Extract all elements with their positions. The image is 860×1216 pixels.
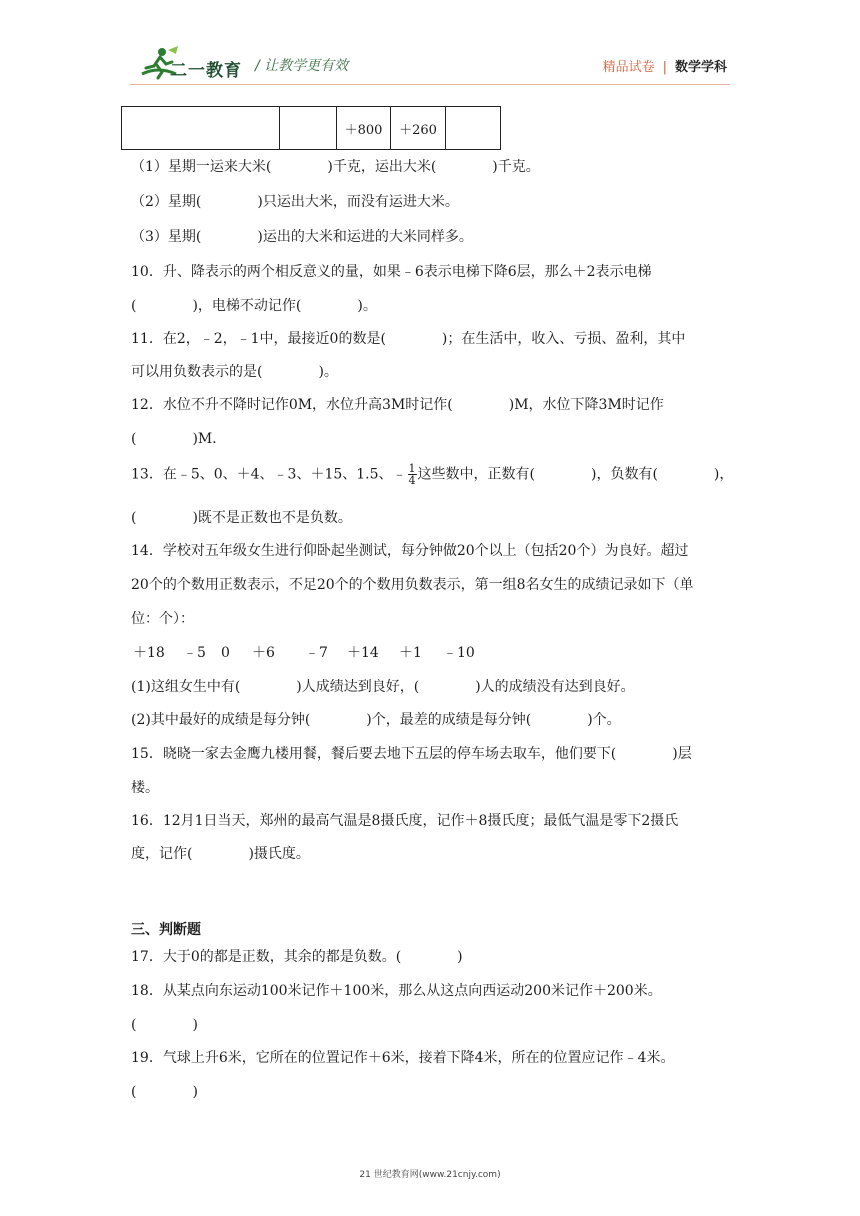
table-row bbox=[122, 107, 501, 150]
table-cell: ＋260 bbox=[391, 107, 446, 150]
q17: 17．大于0的都是正数，其余的都是负数。( ) bbox=[131, 949, 463, 965]
q16-line2: 度，记作( )摄氏度。 bbox=[131, 846, 310, 862]
score-item: ﹣10 bbox=[443, 645, 475, 661]
q9-part2: （2）星期( )只运出大米，而没有运进大米。 bbox=[131, 194, 459, 210]
table-cell bbox=[122, 107, 280, 150]
q12-line1: 12．水位不升不降时记作0M，水位升高3M时记作( )M，水位下降3M时记作 bbox=[131, 397, 664, 413]
header-right bbox=[603, 56, 727, 75]
header-rule bbox=[130, 84, 730, 85]
score-item: ＋14 bbox=[347, 645, 379, 661]
section-title-judgement: 三、判断题 bbox=[131, 922, 201, 938]
q14-line1: 14．学校对五年级女生进行仰卧起坐测试，每分钟做20个以上（包括20个）为良好。超过 bbox=[131, 543, 689, 559]
q10-line2: ( )，电梯不动记作( )。 bbox=[131, 298, 377, 314]
q14-line2: 20个的个数用正数表示，不足20个的个数用负数表示，第一组8名女生的成绩记录如下（单 bbox=[131, 577, 694, 593]
header-separator: | bbox=[662, 60, 667, 75]
q13-text-a: 13．在﹣5、0、＋4、﹣3、＋15、1.5、﹣ bbox=[131, 466, 407, 483]
q9-part1: （1）星期一运来大米( )千克，运出大米( )千克。 bbox=[131, 159, 540, 175]
q10-line1: 10．升、降表示的两个相反意义的量，如果﹣6表示电梯下降6层，那么＋2表示电梯 bbox=[131, 264, 652, 280]
q14-sub2: (2)其中最好的成绩是每分钟( )个，最差的成绩是每分钟( )个。 bbox=[131, 712, 621, 728]
score-item: ＋6 bbox=[252, 645, 275, 661]
page-header bbox=[0, 0, 860, 96]
q18-line2: ( ) bbox=[131, 1017, 198, 1033]
rice-table-fragment bbox=[121, 106, 501, 150]
q19-line1: 19．气球上升6米，它所在的位置记作＋6米，接着下降4米，所在的位置应记作﹣4米。 bbox=[131, 1050, 675, 1066]
logo-text: 二一教育 bbox=[170, 61, 242, 81]
q14-sub1: (1)这组女生中有( )人成绩达到良好，( )人的成绩没有达到良好。 bbox=[131, 679, 635, 695]
fraction-denominator: 4 bbox=[408, 474, 416, 487]
score-item: ＋18 bbox=[133, 645, 165, 661]
q15-line1: 15．晓晓一家去金鹰九楼用餐，餐后要去地下五层的停车场去取车，他们要下( )层 bbox=[131, 746, 692, 762]
header-label-exam: 精品试卷 bbox=[602, 60, 655, 75]
q11-line2: 可以用负数表示的是( )。 bbox=[131, 364, 338, 380]
page-footer: 21 世纪教育网(www.21cnjy.com) bbox=[359, 1170, 501, 1180]
q16-line1: 16．12月1日当天，郑州的最高气温是8摄氏度，记作＋8摄氏度；最低气温是零下2摄氏 bbox=[131, 813, 679, 829]
q13-line1 bbox=[131, 463, 733, 486]
header-slogan: / 让教学更有效 bbox=[255, 58, 349, 74]
score-item: 0 bbox=[221, 645, 230, 661]
fraction-numerator: 1 bbox=[408, 462, 416, 475]
table-cell bbox=[280, 107, 337, 150]
score-item: ＋1 bbox=[399, 645, 422, 661]
table-cell: ＋800 bbox=[337, 107, 391, 150]
q15-line2: 楼。 bbox=[131, 780, 159, 796]
q19-line2: ( ) bbox=[131, 1084, 198, 1100]
fraction-one-quarter bbox=[408, 463, 417, 486]
table-cell bbox=[446, 107, 501, 150]
q9-part3: （3）星期( )运出的大米和运进的大米同样多。 bbox=[131, 229, 473, 245]
header-label-subject: 数学学科 bbox=[674, 60, 727, 75]
score-item: ﹣5 bbox=[183, 645, 206, 661]
q14-line3: 位：个）： bbox=[131, 611, 194, 627]
q18-line1: 18．从某点向东运动100米记作＋100米，那么从这点向西运动200米记作＋200米。 bbox=[131, 983, 662, 999]
q13-text-b: 这些数中，正数有( )，负数有( )， bbox=[417, 466, 734, 483]
score-item: ﹣7 bbox=[305, 645, 328, 661]
q13-line2: ( )既不是正数也不是负数。 bbox=[131, 510, 352, 526]
q12-line2: ( )M． bbox=[131, 431, 227, 447]
q11-line1: 11．在2，﹣2，﹣1中，最接近0的数是( )；在生活中，收入、亏损、盈利，其中 bbox=[131, 331, 686, 347]
